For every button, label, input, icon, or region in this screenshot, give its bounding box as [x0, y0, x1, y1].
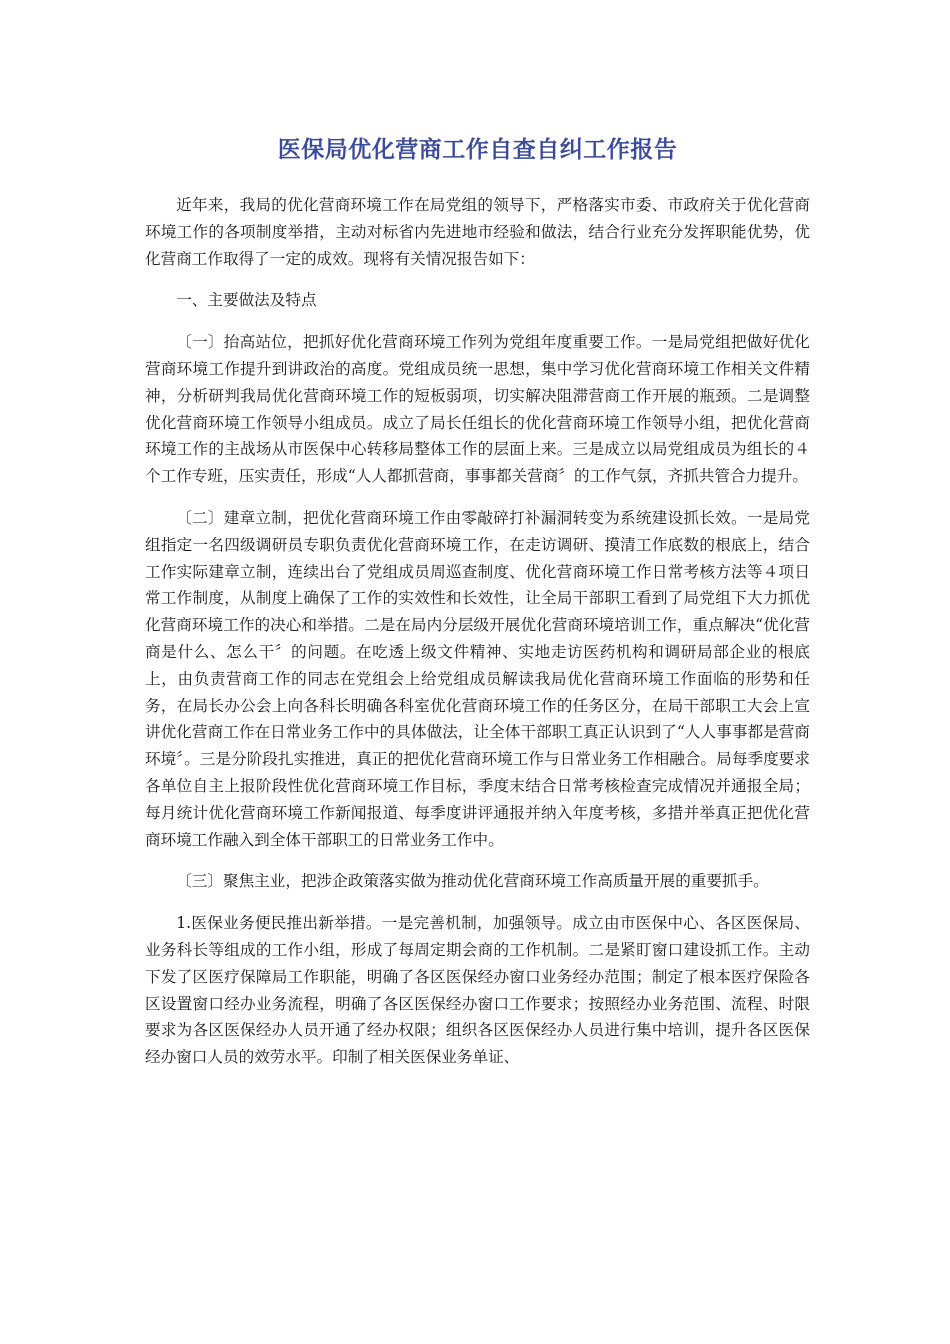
document-title: 医保局优化营商工作自查自纠工作报告 [277, 137, 678, 163]
paragraph-4: 1.医保业务便民推出新举措。一是完善机制，加强领导。成立由市医保中心、各区医保局、业务科长等组成的工作小组，形成了每周定期会商的工作机制。二是紧盯窗口建设抓工作。主动下发了区医疗保障局工作职能，明确了各区医保经办窗口业务经办范围；制定了根本医疗保险各区设置窗口经办业务流程，明确了各区医保经办窗口工作要求；按照经办业务范围、流程、时限要求为各区医保经办人员开通了经办权限；组织各区医保经办人员进行集中培训，提升各区医保经办窗口人员的效劳水平。印制了相关医保业务单证、 [145, 914, 810, 1067]
paragraph-3: 〔三〕聚焦主业，把涉企政策落实做为推动优化营商环境工作高质量开展的重要抓手。 [176, 872, 769, 891]
intro-paragraph: 近年来，我局的优化营商环境工作在局党组的领导下，严格落实市委、市政府关于优化营商环境工作的各项制度举措，主动对标省内先进地市经验和做法，结合行业充分发挥职能优势，优化营商工作取得了一定的成效。现将有关情况报告如下： [145, 196, 810, 268]
section-heading-1: 一、主要做法及特点 [176, 291, 317, 310]
paragraph-2: 〔二〕建章立制，把优化营商环境工作由零敲碎打补漏洞转变为系统建设抓长效。一是局党组指定一名四级调研员专职负责优化营商环境工作，在走访调研、摸清工作底数的根底上，结合工作实际建章立制，连续出台了党组成员周巡查制度、优化营商环境工作日常考核方法等４项日常工作制度，从制度上确保了工作的实效性和长效性，让全局干部职工看到了局党组下大力抓优化营商环境工作的决心和举措。二是在局内分层级开展优化营商环境培训工作，重点解决“优化营商是什么、怎么干〞的问题。在吃透上级文件精神、实地走访医药机构和调研局部企业的根底上，由负责营商工作的同志在党组会上给党组成员解读我局优化营商环境工作面临的形势和任务，在局长办公会上向各科长明确各科室优化营商环境工作的任务区分，在局干部职工大会上宣讲优化营商工作在日常业务工作中的具体做法，让全体干部职工真正认识到了“人人事事都是营商环境〞。三是分阶段扎实推进，真正的把优化营商环境工作与日常业务工作相融合。局每季度要求各单位自主上报阶段性优化营商环境工作目标，季度末结合日常考核检查完成情况并通报全局；每月统计优化营商环境工作新闻报道、每季度讲评通报并纳入年度考核，多措并举真正把优化营商环境工作融入到全体干部职工的日常业务工作中。 [145, 508, 810, 849]
document-page [145, 128, 810, 1086]
paragraph-1: 〔一〕抬高站位，把抓好优化营商环境工作列为党组年度重要工作。一是局党组把做好优化营商环境工作提升到讲政治的高度。党组成员统一思想，集中学习优化营商环境工作相关文件精神，分析研判我局优化营商环境工作的短板弱项，切实解决阻滞营商工作开展的瓶颈。二是调整优化营商环境工作领导小组成员。成立了局长任组长的优化营商环境工作领导小组，把优化营商环境工作的主战场从市医保中心转移局整体工作的层面上来。三是成立以局党组成员为组长的４个工作专班，压实责任，形成“人人都抓营商，事事都关营商〞的工作气氛，齐抓共管合力提升。 [145, 333, 810, 486]
